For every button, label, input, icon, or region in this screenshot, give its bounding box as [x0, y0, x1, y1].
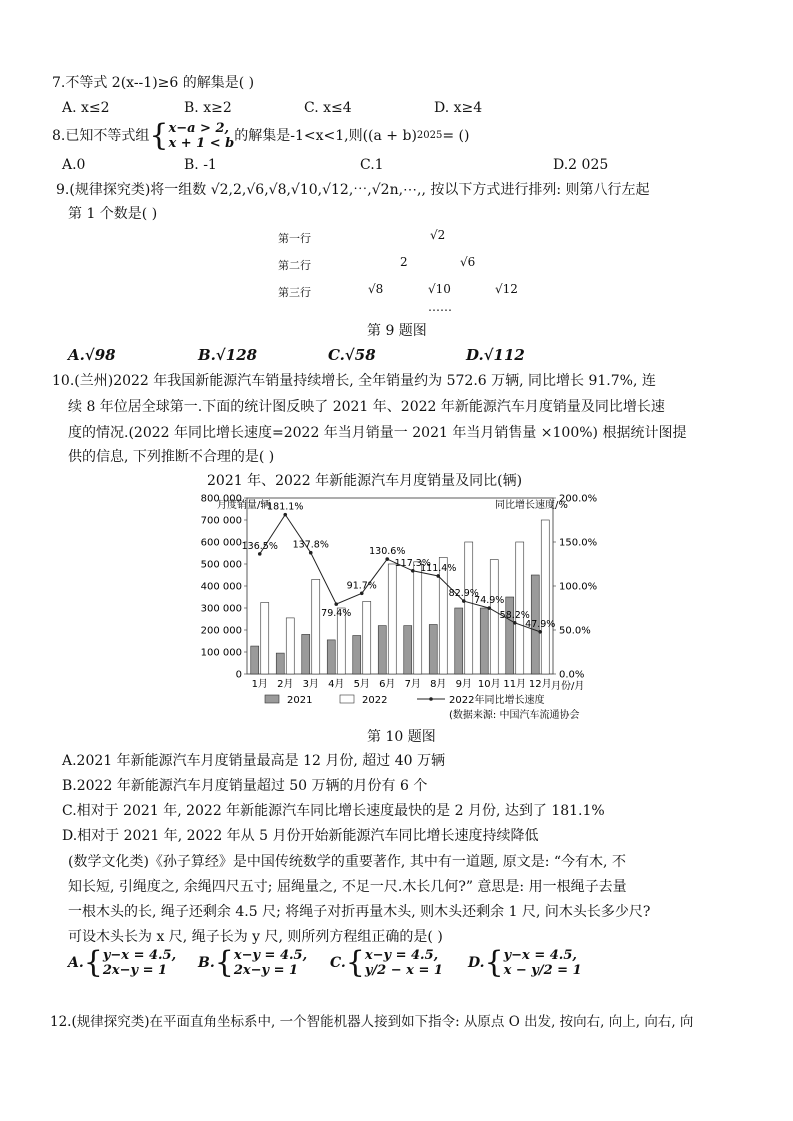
q9-ellipsis: ……: [428, 300, 452, 314]
y-right-tick-label: 50.0%: [559, 625, 591, 637]
growth-data-label: 130.6%: [369, 546, 406, 558]
q11-option-a-bottom: 2x−y = 1: [102, 963, 168, 978]
x-tick-label: 3月: [302, 679, 319, 690]
bar-2021: [429, 625, 437, 675]
legend-growth: 2022年同比增长速度: [449, 695, 545, 706]
q12-stem: 12.(规律探究类)在平面直角坐标系中, 一个智能机器人接到如下指令: 从原点 O 出发, 按向右, 向上, 向右, 向: [50, 1014, 694, 1030]
growth-data-label: 137.8%: [292, 539, 329, 551]
x-tick-label: 10月: [477, 679, 501, 690]
q9-row1-label: 第一行: [278, 232, 311, 245]
q11-option-b-brace: {: [214, 945, 234, 980]
bar-2022: [465, 542, 473, 674]
bar-2022: [388, 564, 396, 674]
legend-swatch-2022: [340, 695, 354, 703]
q9-row3-label: 第三行: [278, 286, 311, 299]
y-right-tick-label: 200.0%: [559, 493, 598, 505]
y-right-tick-label: 0.0%: [559, 669, 585, 681]
y-tick-label: 800 000: [200, 493, 242, 505]
q11-option-a-label: A.: [68, 955, 84, 971]
q8-option-b: B. -1: [184, 157, 217, 173]
q11-option-d-brace: {: [484, 945, 504, 980]
q7-option-b: B. x≥2: [184, 100, 232, 116]
q10-option-c: C.相对于 2021 年, 2022 年新能源汽车同比增长速度最快的是 2 月份, 达到了 181.1%: [62, 803, 605, 819]
q9-option-c: C.√58: [328, 346, 376, 364]
bar-2022: [516, 542, 524, 674]
q9-caption: 第 9 题图: [367, 323, 427, 339]
q11-option-a-top: y−x = 4.5,: [102, 948, 177, 963]
q11-option-b-top: x−y = 4.5,: [233, 948, 308, 963]
q8-stem-prefix: 8.已知不等式组: [52, 128, 150, 144]
q10-stem-line4: 供的信息, 下列推断不合理的是( ): [68, 449, 275, 465]
q9-row3-item1: √8: [368, 282, 384, 296]
q9-stem-line1: 9.(规律探究类)将一组数 √2,2,√6,√8,√10,√12,⋯,√2n,⋯,, 按以下方式进行排列: 则第八行左起: [56, 182, 650, 198]
q11-stem-line1: (数学文化类)《孙子算经》是中国传统数学的重要著作, 其中有一道题, 原文是: “今有木, 不: [68, 854, 626, 870]
q9-option-b: B.√128: [198, 346, 258, 364]
y-right-tick-label: 150.0%: [559, 537, 598, 549]
q8-option-d: D.2 025: [553, 157, 609, 173]
growth-point: [385, 557, 389, 561]
bar-2022: [363, 601, 371, 674]
legend-2021: 2021: [287, 695, 313, 706]
bar-2021: [353, 636, 361, 675]
bar-2021: [506, 597, 514, 674]
x-tick-label: 2月: [277, 679, 294, 690]
q8-system-bottom: x + 1 < b: [168, 136, 235, 151]
y-tick-label: 0: [235, 669, 242, 681]
bar-2021: [480, 608, 488, 674]
q8-stem: [52, 118, 469, 154]
y-right-tick-label: 100.0%: [559, 581, 598, 593]
growth-point: [283, 513, 287, 517]
chart-source: (数据来源: 中国汽车流通协会: [449, 710, 580, 721]
growth-data-label: 74.9%: [474, 595, 505, 607]
growth-point: [334, 602, 338, 606]
legend-2022: 2022: [362, 695, 388, 706]
growth-point: [487, 606, 491, 610]
q11-option-d-label: D.: [468, 955, 485, 971]
growth-data-label: 58.2%: [499, 609, 530, 621]
y-tick-label: 500 000: [200, 559, 242, 571]
bar-2022: [414, 562, 422, 674]
chart-title: 2021 年、2022 年新能源汽车月度销量及同比(辆): [207, 473, 523, 489]
q8-system-top: x−a > 2,: [168, 121, 230, 136]
q11-option-c-top: x−y = 4.5,: [364, 948, 439, 963]
growth-data-label: 79.4%: [321, 608, 352, 620]
bar-2021: [378, 626, 386, 674]
growth-data-label: 117.3%: [394, 557, 431, 569]
x-tick-label: 12月: [528, 679, 552, 690]
bar-2022: [261, 603, 269, 675]
q11-stem-line3: 一根木头的长, 绳子还剩余 4.5 尺; 将绳子对折再量木头, 则木头还剩余 1 尺, 问木头长多少尺?: [68, 904, 651, 920]
x-tick-label: 7月: [404, 679, 421, 690]
q8-exponent: 2025: [416, 130, 443, 141]
q11-option-d: [468, 945, 582, 980]
growth-data-label: 91.7%: [346, 580, 377, 592]
bar-2021: [276, 653, 284, 674]
q9-row1-item1: √2: [430, 228, 446, 242]
x-tick-label: 4月: [328, 679, 345, 690]
q11-option-b-bottom: 2x−y = 1: [233, 963, 299, 978]
chart-xlabel: 月份/月: [551, 681, 585, 692]
q7-stem: 7.不等式 2(x--1)≥6 的解集是( ): [52, 75, 255, 91]
q9-stem-line2: 第 1 个数是( ): [68, 206, 158, 222]
bar-2021: [302, 634, 310, 674]
chart-ylabel: 月度销量/辆: [217, 500, 271, 511]
q10-option-b: B.2022 年新能源汽车月度销量超过 50 万辆的月份有 6 个: [62, 778, 428, 794]
growth-point: [436, 574, 440, 578]
x-tick-label: 8月: [430, 679, 447, 690]
q10-caption: 第 10 题图: [367, 729, 436, 745]
bar-2022: [439, 557, 447, 674]
q11-option-a-brace: {: [83, 945, 103, 980]
bar-2022: [312, 579, 320, 674]
q11-option-a: [68, 945, 177, 980]
legend-swatch-2021: [265, 695, 279, 703]
q11-option-c-label: C.: [330, 955, 346, 971]
y-tick-label: 700 000: [200, 515, 242, 527]
x-tick-label: 1月: [251, 679, 268, 690]
q8-option-a: A.0: [62, 157, 86, 173]
y-tick-label: 400 000: [200, 581, 242, 593]
growth-data-label: 82.9%: [448, 588, 479, 600]
q10-stem-line3: 度的情况.(2022 年同比增长速度=2022 年当月销量一 2021 年当月销售量 ×100%) 根据统计图提: [68, 425, 687, 441]
y-tick-label: 200 000: [200, 625, 242, 637]
y-tick-label: 100 000: [200, 647, 242, 659]
bar-2021: [327, 640, 335, 674]
growth-data-label: 111.4%: [420, 562, 457, 574]
q11-option-b-label: B.: [198, 955, 215, 971]
growth-point: [258, 552, 262, 556]
q9-row2-item1: 2: [400, 255, 408, 269]
q10-stem-line2: 续 8 年位居全球第一.下面的统计图反映了 2021 年、2022 年新能源汽车月度销量及同比增长速: [68, 399, 665, 415]
y-tick-label: 300 000: [200, 603, 242, 615]
legend-marker-growth: [429, 697, 433, 701]
growth-data-label: 181.1%: [267, 501, 304, 513]
q11-option-c-brace: {: [345, 945, 365, 980]
q7-option-d: D. x≥4: [434, 100, 483, 116]
q9-row2-item2: √6: [460, 255, 476, 269]
growth-point: [411, 569, 415, 573]
growth-data-label: 136.5%: [241, 540, 278, 552]
q11-option-c: [330, 945, 443, 980]
bar-2022: [286, 618, 294, 674]
chart-ylabel-right: 同比增长速度/%: [495, 500, 568, 511]
bar-2021: [251, 646, 259, 674]
q8-brace: {: [149, 118, 169, 153]
q7-option-a: A. x≤2: [62, 100, 110, 116]
growth-point: [309, 551, 313, 555]
q11-stem-line2: 知长短, 引绳度之, 余绳四尺五寸; 屈绳量之, 不足一尺.木长几何?” 意思是: 用一根绳子去量: [68, 879, 627, 895]
q11-option-d-bottom: x − y/2 = 1: [503, 963, 582, 978]
q10-stem-line1: 10.(兰州)2022 年我国新能源汽车销量持续增长, 全年销量约为 572.6 万辆, 同比增长 91.7%, 连: [52, 373, 656, 389]
q9-row3-item3: √12: [495, 282, 518, 296]
q9-option-d: D.√112: [466, 346, 525, 364]
growth-data-label: 47.9%: [525, 618, 556, 630]
q9-row3-item2: √10: [428, 282, 451, 296]
q8-stem-suffix: 的解集是-1<x<1,则((a + b): [234, 128, 417, 144]
bar-2022: [490, 560, 498, 674]
q11-option-b: [198, 945, 308, 980]
x-tick-label: 5月: [353, 679, 370, 690]
growth-point: [538, 630, 542, 634]
q11-option-d-top: y−x = 4.5,: [503, 948, 577, 963]
q9-row2-label: 第二行: [278, 259, 311, 272]
x-tick-label: 11月: [503, 679, 527, 690]
bar-2021: [404, 626, 412, 674]
growth-point: [360, 592, 364, 596]
q11-option-c-bottom: y/2 − x = 1: [364, 963, 443, 978]
growth-point: [462, 599, 466, 603]
q8-system: [168, 121, 234, 151]
x-tick-label: 9月: [455, 679, 472, 690]
q8-stem-end: = (): [442, 128, 470, 144]
q7-option-c: C. x≤4: [304, 100, 352, 116]
growth-point: [513, 621, 517, 625]
q10-chart: [195, 490, 615, 726]
q9-option-a: A.√98: [68, 346, 116, 364]
x-tick-label: 6月: [379, 679, 396, 690]
q8-option-c: C.1: [360, 157, 384, 173]
q10-option-a: A.2021 年新能源汽车月度销量最高是 12 月份, 超过 40 万辆: [62, 753, 445, 769]
q11-stem-line4: 可设木头长为 x 尺, 绳子长为 y 尺, 则所列方程组正确的是( ): [68, 929, 443, 945]
bar-2021: [455, 608, 463, 674]
q10-option-d: D.相对于 2021 年, 2022 年从 5 月份开始新能源汽车同比增长速度持续降低: [62, 828, 539, 844]
y-tick-label: 600 000: [200, 537, 242, 549]
bar-2022: [541, 520, 549, 674]
